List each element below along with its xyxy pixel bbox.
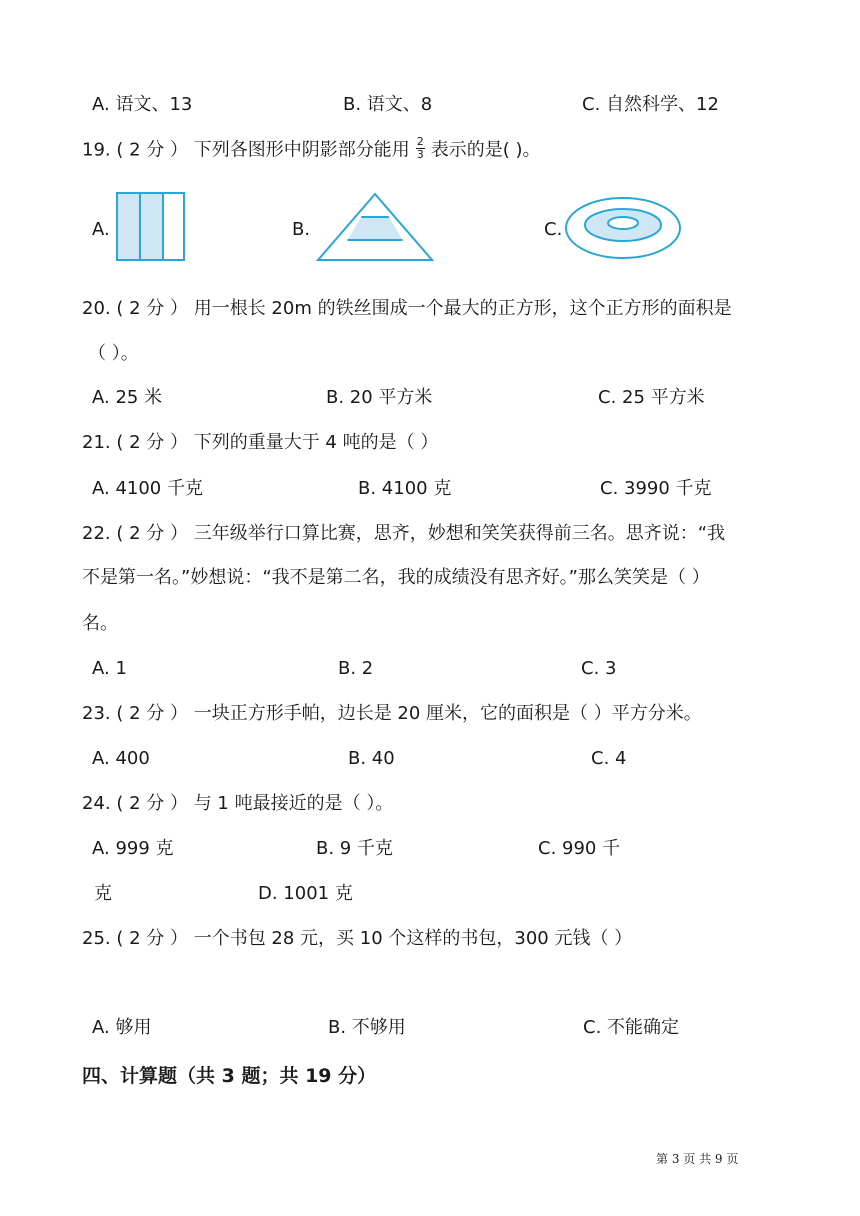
q19-option-a-label: A. bbox=[92, 219, 110, 240]
q19-question bbox=[82, 135, 541, 163]
fraction-denominator: 3 bbox=[416, 148, 424, 161]
q22-option-c: C. 3 bbox=[581, 658, 617, 679]
q22-question-line3: 名。 bbox=[82, 613, 118, 634]
q23-option-b: B. 40 bbox=[348, 748, 395, 769]
ring-inner-ellipse bbox=[608, 217, 638, 229]
fraction-numerator: 2 bbox=[416, 135, 424, 148]
q20-question-line2: （ ）。 bbox=[88, 343, 139, 364]
q25-option-a: A. 够用 bbox=[92, 1017, 152, 1038]
ring-figure bbox=[564, 196, 682, 260]
page-number-footer: 第 3 页 共 9 页 bbox=[656, 1152, 739, 1166]
triangle-bottom-part bbox=[318, 240, 432, 260]
q19-prefix: 19. ( 2 分 ） 下列各图形中阴影部分能用 bbox=[82, 139, 410, 161]
q24-question: 24. ( 2 分 ） 与 1 吨最接近的是（ ）。 bbox=[82, 793, 394, 814]
q24-option-c-continued: 克 bbox=[94, 883, 112, 904]
q21-option-a: A. 4100 千克 bbox=[92, 478, 203, 499]
q20-option-b: B. 20 平方米 bbox=[326, 387, 433, 408]
q18-option-c: C. 自然科学、12 bbox=[582, 94, 719, 115]
q19-option-c-label: C. bbox=[544, 219, 563, 240]
q24-option-c: C. 990 千 bbox=[538, 838, 621, 859]
section-heading-calculation: 四、计算题（共 3 题；共 19 分） bbox=[82, 1065, 377, 1087]
q20-question-line1: 20. ( 2 分 ） 用一根长 20m 的铁丝围成一个最大的正方形，这个正方形的面积是 bbox=[82, 298, 732, 319]
rect-shaded-part-2 bbox=[140, 193, 163, 260]
q25-option-c: C. 不能确定 bbox=[583, 1017, 680, 1038]
q25-question: 25. ( 2 分 ） 一个书包 28 元，买 10 个这样的书包，300 元钱（ ） bbox=[82, 928, 633, 949]
q18-option-a: A. 语文、13 bbox=[92, 94, 193, 115]
q22-question-line1: 22. ( 2 分 ） 三年级举行口算比赛，思齐，妙想和笑笑获得前三名。思齐说：“我 bbox=[82, 523, 726, 544]
q20-option-c: C. 25 平方米 bbox=[598, 387, 705, 408]
q22-question-line2: 不是第一名。”妙想说：“我不是第二名，我的成绩没有思齐好。”那么笑笑是（ ） bbox=[82, 567, 710, 588]
q19-suffix: 表示的是( )。 bbox=[430, 139, 541, 161]
q22-option-b: B. 2 bbox=[338, 658, 374, 679]
q23-question: 23. ( 2 分 ） 一块正方形手帕，边长是 20 厘米，它的面积是（ ）平方分米。 bbox=[82, 703, 702, 724]
q24-option-d: D. 1001 克 bbox=[258, 883, 353, 904]
triangle-middle-shaded-part bbox=[347, 217, 402, 240]
q21-option-b: B. 4100 克 bbox=[358, 478, 452, 499]
q20-option-a: A. 25 米 bbox=[92, 387, 163, 408]
q22-option-a: A. 1 bbox=[92, 658, 127, 679]
q24-option-a: A. 999 克 bbox=[92, 838, 174, 859]
q19-option-b-label: B. bbox=[292, 219, 311, 240]
q21-question: 21. ( 2 分 ） 下列的重量大于 4 吨的是（ ） bbox=[82, 432, 439, 453]
q18-option-b: B. 语文、8 bbox=[343, 94, 433, 115]
rectangle-figure bbox=[116, 192, 186, 262]
q25-option-b: B. 不够用 bbox=[328, 1017, 406, 1038]
fraction-two-thirds bbox=[416, 136, 425, 161]
q23-option-c: C. 4 bbox=[591, 748, 627, 769]
q21-option-c: C. 3990 千克 bbox=[600, 478, 712, 499]
rect-shaded-part-1 bbox=[117, 193, 140, 260]
q24-option-b: B. 9 千克 bbox=[316, 838, 393, 859]
triangle-figure bbox=[316, 192, 434, 262]
q23-option-a: A. 400 bbox=[92, 748, 150, 769]
